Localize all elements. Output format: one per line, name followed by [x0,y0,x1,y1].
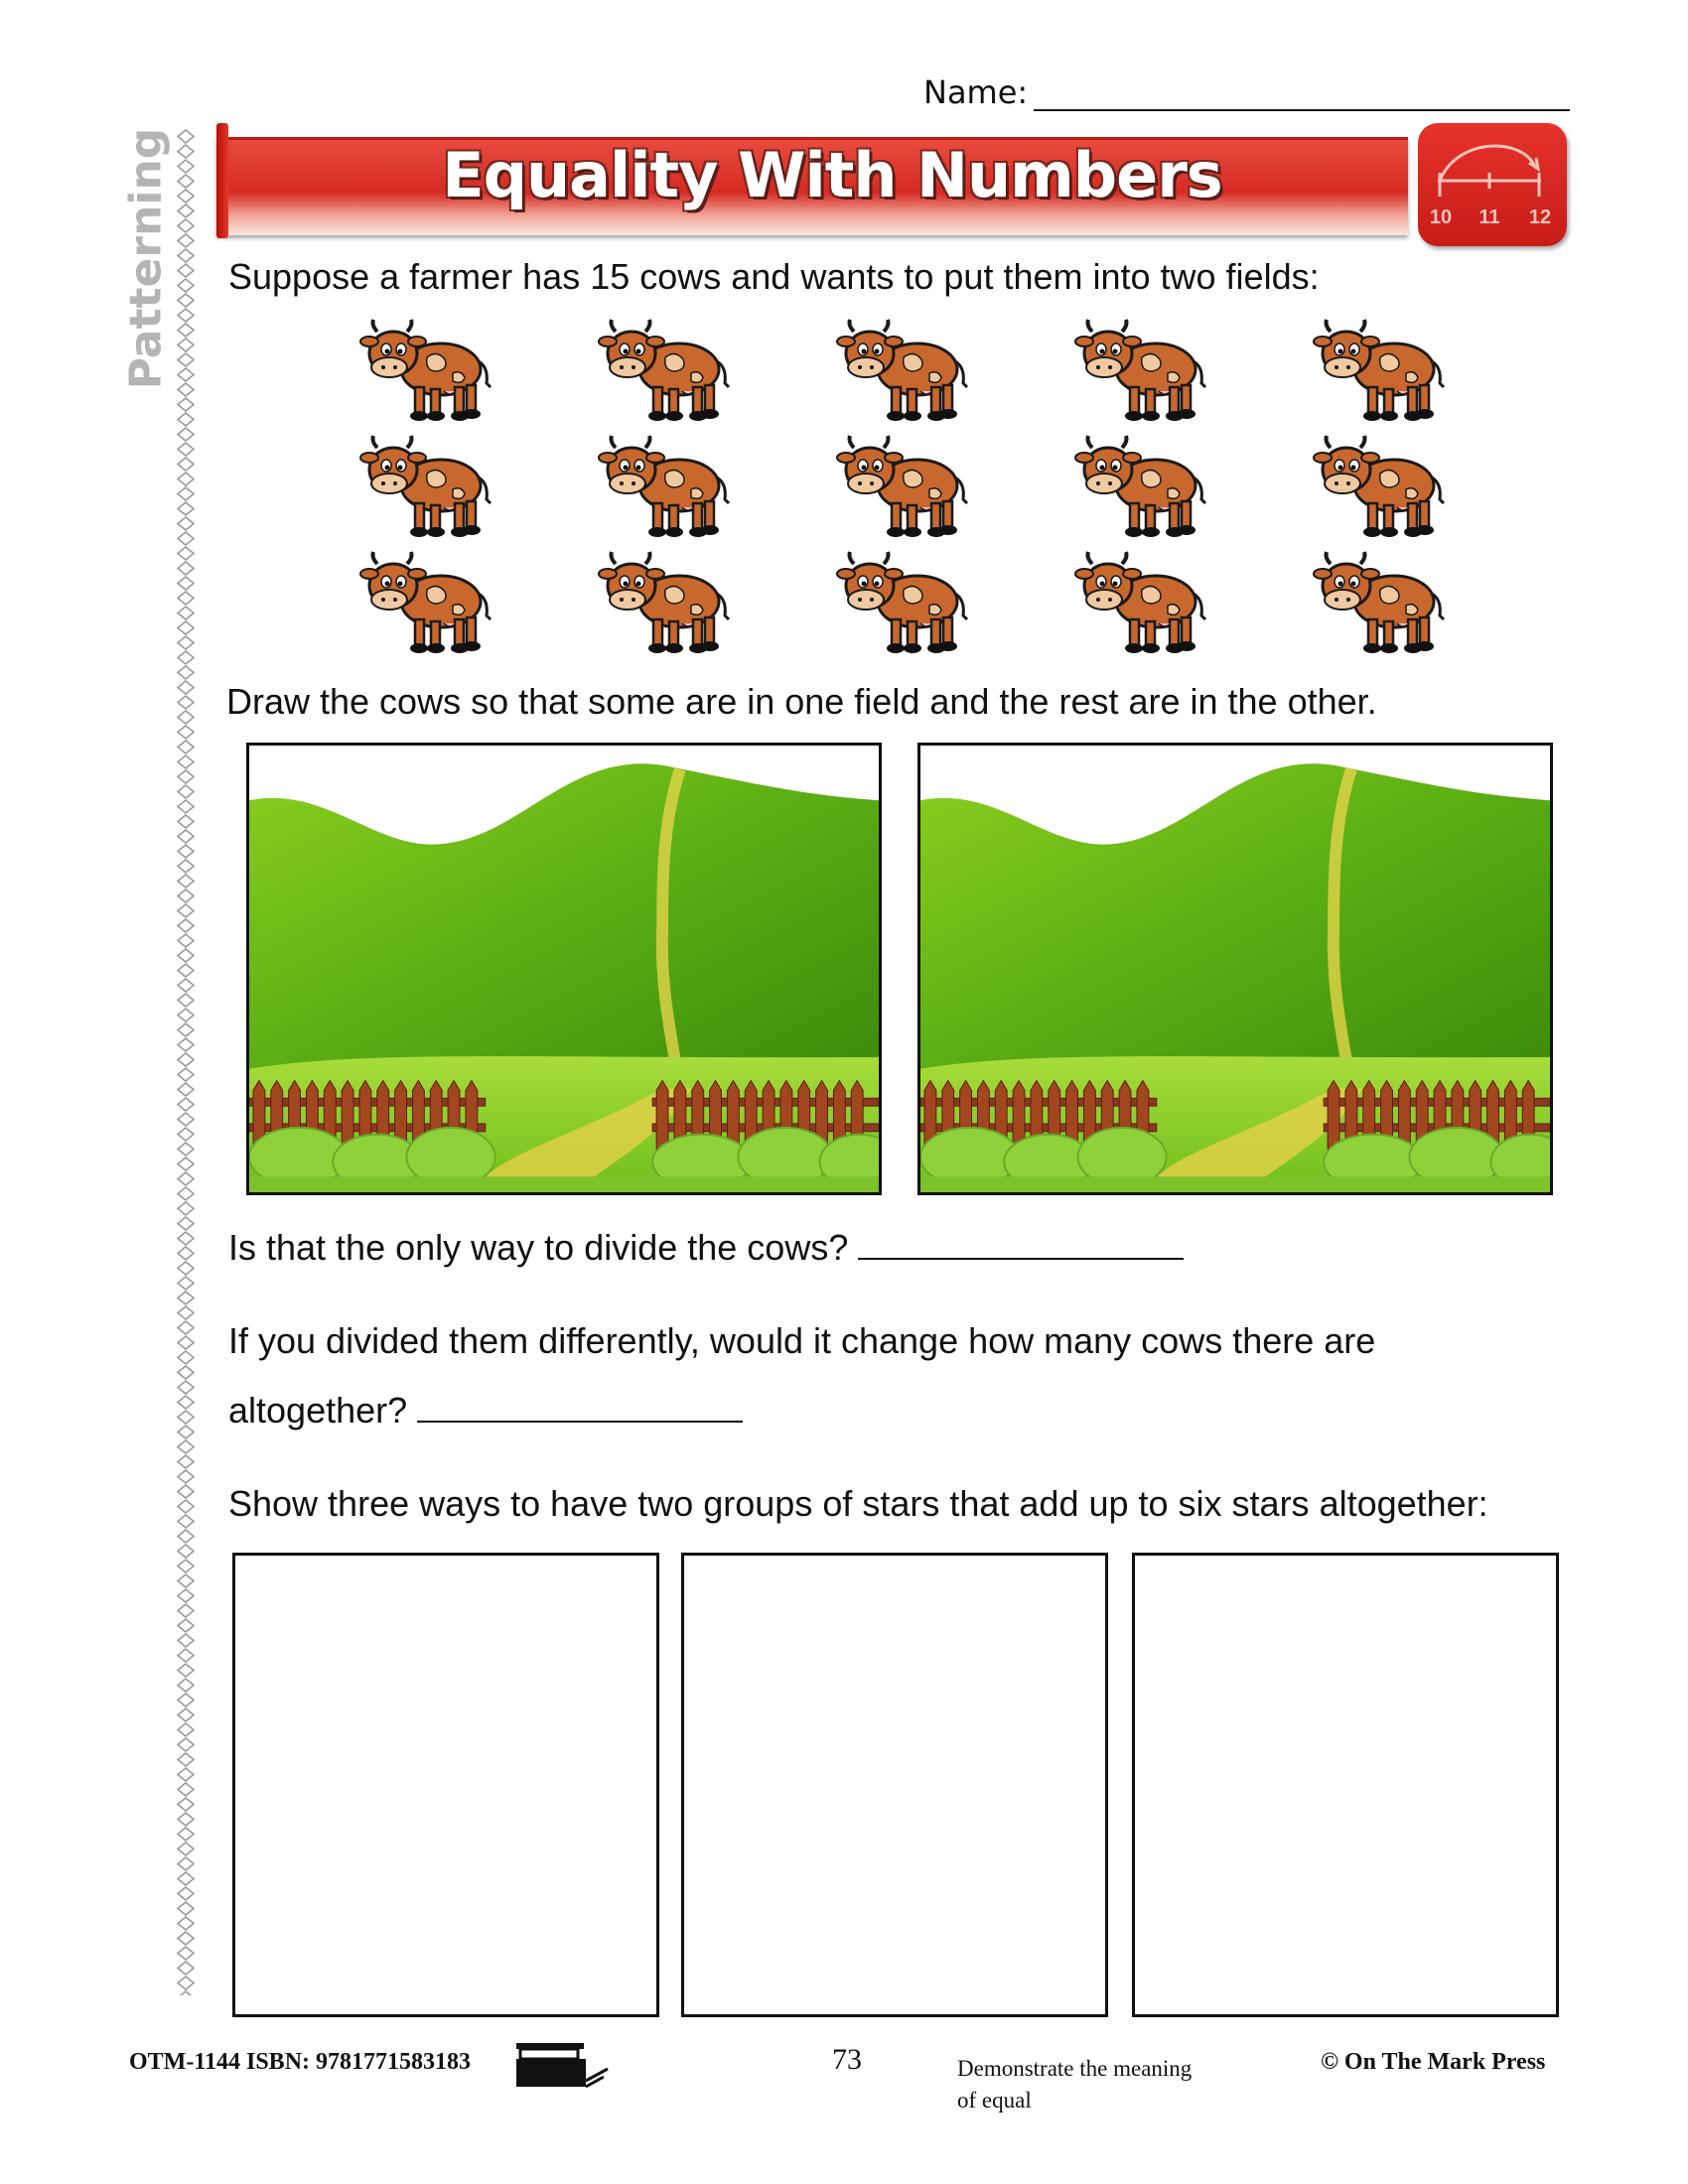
side-section-label: Patterning [120,127,172,389]
draw-instruction: Draw the cows so that some are in one field and the rest are in the other. [226,681,1377,722]
field-with-fence-picture [249,746,879,1192]
question-text: Is that the only way to divide the cows? [228,1227,849,1268]
cow-icon [826,318,975,427]
publisher: © On The Mark Press [1321,2049,1546,2075]
name-answer-line[interactable] [1034,79,1570,111]
question-change-total-line2 [228,1390,743,1432]
cow-icon [1064,434,1213,543]
number-line-jump-icon [1418,123,1567,246]
badge-number: 12 [1528,206,1552,228]
stars-instruction: Show three ways to have two groups of stars that add up to six stars altogether: [228,1483,1488,1524]
cow-grid [350,318,1481,665]
question-only-way [228,1227,1184,1269]
cow-icon [1303,550,1452,659]
cow-icon [588,434,737,543]
cow-icon [350,318,498,427]
cow-icon [350,434,498,543]
field-with-fence-picture [920,746,1550,1192]
badge-number: 10 [1429,206,1453,228]
cow-icon [1064,550,1213,659]
cow-icon [350,550,498,659]
intro-text: Suppose a farmer has 15 cows and wants to put them into two fields: [228,256,1320,297]
question-text: altogether? [228,1390,408,1431]
field-right-drawing-area[interactable] [917,743,1553,1195]
title-banner [216,123,1567,240]
page-number: 73 [832,2043,862,2076]
photocopier-icon [514,2041,610,2091]
answer-line-only-way[interactable] [858,1228,1184,1260]
answer-line-altogether[interactable] [417,1391,743,1423]
stars-answer-box-3[interactable] [1132,1553,1559,2017]
objective-line: Demonstrate the meaning [957,2056,1193,2081]
cow-icon [826,434,975,543]
field-left-drawing-area[interactable] [246,743,882,1195]
question-change-total-line1: If you divided them differently, would it change how many cows there are [228,1320,1376,1361]
cow-icon [1303,434,1452,543]
name-field [923,73,1570,111]
page-title: Equality With Numbers [442,139,1222,211]
cow-icon [1064,318,1213,427]
cow-icon [826,550,975,659]
stars-answer-box-1[interactable] [232,1553,659,2017]
objective-line: of equal [957,2088,1032,2113]
badge-number: 11 [1478,206,1500,228]
stars-answer-box-2[interactable] [681,1553,1108,2017]
cow-icon [588,318,737,427]
name-label: Name: [923,73,1029,111]
cow-icon [588,550,737,659]
cow-icon [1303,318,1452,427]
learning-objective [957,2053,1192,2116]
decorative-chain-border [175,129,197,1995]
footer-code: OTM-1144 ISBN: 9781771583183 [129,2049,472,2075]
